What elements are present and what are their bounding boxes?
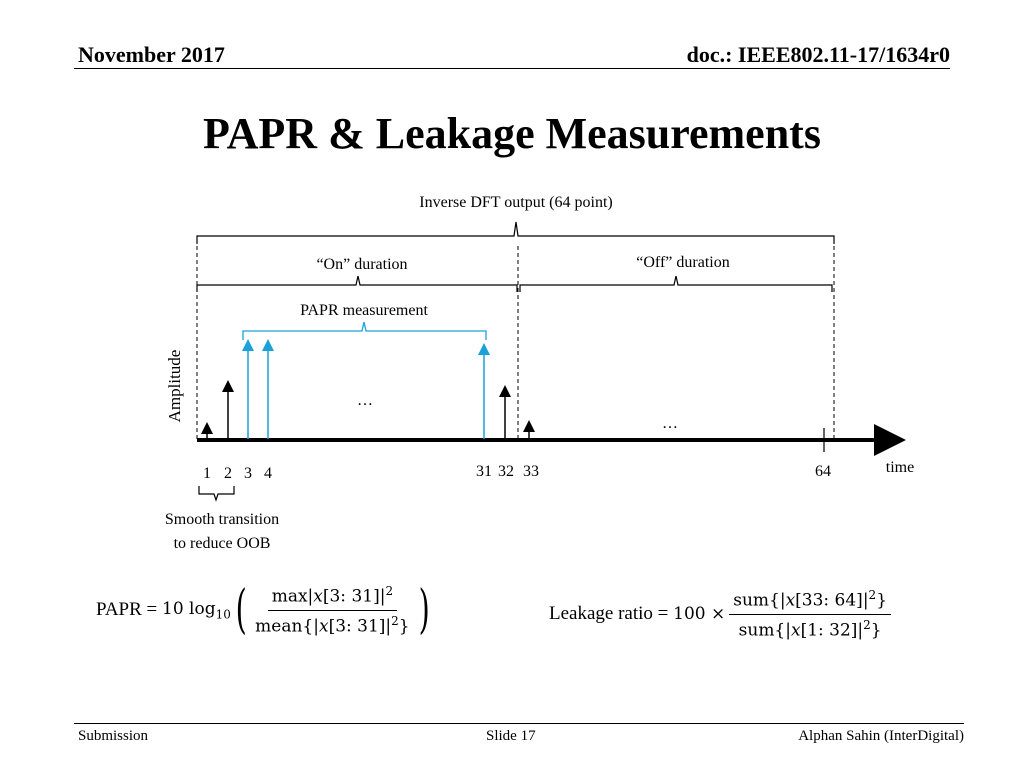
- leakage-numerator: [729, 588, 891, 615]
- idft-brace: [197, 222, 834, 244]
- papr-num-text: max|𝑥[3: 31]|: [271, 586, 386, 607]
- leak-den-close: }: [870, 620, 882, 641]
- papr-denominator: [251, 611, 413, 637]
- leakage-coefficient: 100 ×: [673, 604, 726, 625]
- off-duration-label: “Off” duration: [636, 254, 730, 271]
- x-axis-label: time: [885, 459, 915, 476]
- transition-label-line1: Smooth transition: [164, 511, 280, 528]
- on-duration-brace: [197, 276, 517, 292]
- papr-prefix: PAPR =: [96, 599, 162, 621]
- leak-den-text: sum{|𝑥[1: 32]|: [738, 620, 864, 641]
- papr-coef-text: 10 log: [162, 598, 216, 619]
- transition-brace: [199, 486, 234, 500]
- y-axis-label: Amplitude: [165, 349, 184, 423]
- papr-fraction: [251, 584, 413, 636]
- papr-measurement-brace: [243, 322, 486, 340]
- papr-right-paren: ): [418, 580, 430, 641]
- papr-log-base: 10: [215, 607, 231, 622]
- papr-left-paren: (: [235, 580, 247, 641]
- papr-coefficient: [162, 599, 231, 621]
- leak-num-exp: 2: [868, 588, 877, 602]
- leak-den-exp: 2: [863, 617, 871, 632]
- header-doc-id: doc.: IEEE802.11-17/1634r0: [686, 42, 950, 67]
- tick-label-33: 33: [523, 463, 539, 480]
- tick-label-4: 4: [264, 465, 272, 482]
- leak-num-close: }: [876, 590, 888, 611]
- leakage-denominator: [735, 615, 886, 641]
- tick-label-64: 64: [815, 463, 831, 480]
- idft-label: Inverse DFT output (64 point): [419, 194, 613, 211]
- off-duration-brace: [520, 276, 832, 292]
- tick-label-2: 2: [224, 465, 232, 482]
- tick-label-32: 32: [498, 463, 514, 480]
- tick-label-31: 31: [476, 463, 492, 480]
- leakage-formula: [549, 588, 891, 640]
- tick-label-1: 1: [203, 465, 211, 482]
- transition-label-line2: to reduce OOB: [173, 535, 271, 552]
- papr-den-close: }: [398, 616, 410, 637]
- tick-label-3: 3: [244, 465, 252, 482]
- papr-num-exp: 2: [385, 584, 394, 598]
- papr-formula: [96, 580, 434, 641]
- footer-author: Alphan Sahin (InterDigital): [798, 728, 964, 744]
- papr-den-exp: 2: [391, 613, 399, 628]
- footer-divider: [74, 723, 964, 724]
- papr-measurement-label: PAPR measurement: [300, 302, 428, 319]
- leak-num-text: sum{|𝑥[33: 64]|: [733, 590, 869, 611]
- ellipsis-off: …: [662, 415, 678, 432]
- on-duration-label: “On” duration: [316, 256, 408, 273]
- papr-den-text: mean{|𝑥[3: 31]|: [255, 616, 392, 637]
- leakage-fraction: [729, 588, 891, 640]
- ellipsis-on: …: [357, 392, 373, 409]
- papr-numerator: [268, 584, 397, 611]
- leakage-prefix: Leakage ratio =: [549, 603, 674, 625]
- footer-submission: Submission: [78, 728, 149, 744]
- slide-title: PAPR & Leakage Measurements: [203, 109, 821, 158]
- header-date: November 2017: [78, 42, 225, 67]
- footer-slide-number: Slide 17: [486, 728, 536, 744]
